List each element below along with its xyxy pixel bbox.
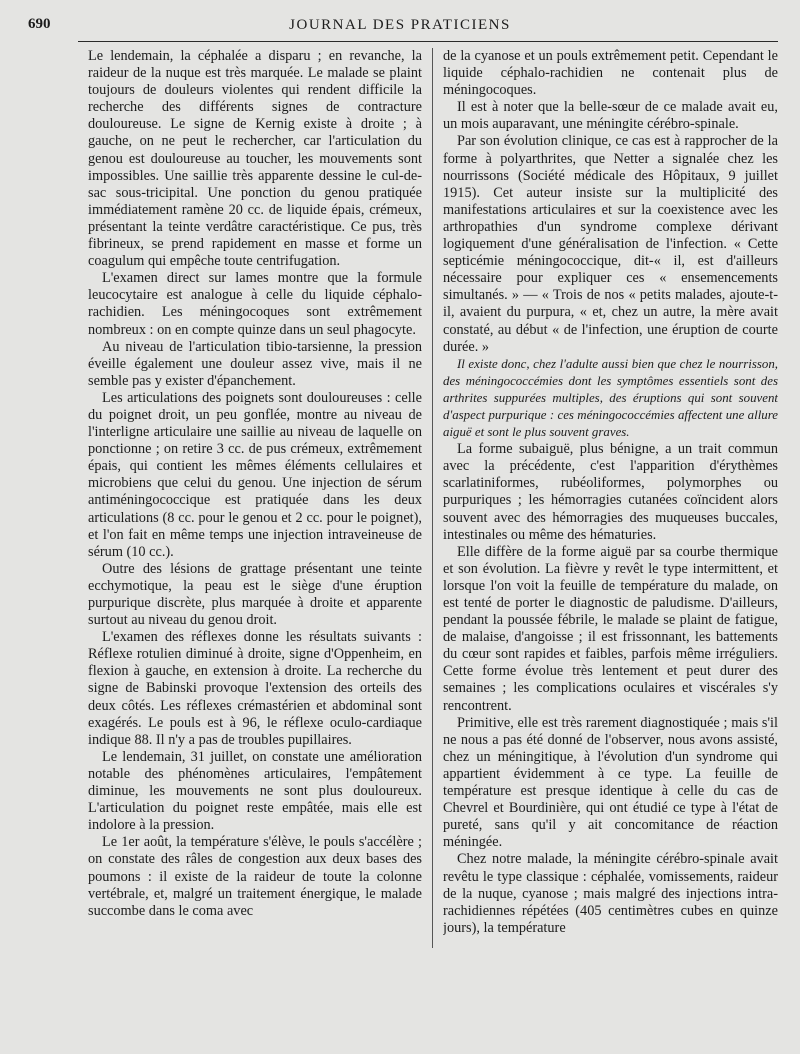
paragraph: Le lendemain, la céphalée a disparu ; en revanche, la raideur de la nuque est très marquée. Le malade se plaint toujours de douleurs violentes qui rendent difficile la recherche des différents signes de contracture douloureuse. Le signe de Kernig existe à droite ; à gauche, on ne peut le rechercher, car l'articulation du genou est douloureuse au toucher, les mouvements sont impossibles. Une saillie très apparente dessine le cul-de-sac sous-tricipital. Une ponction du genou pratiquée immédiatement ramène 20 cc. de liquide épais, crémeux, présentant la teinte verdâtre caractéristique. Ce pus, très fibrineux, se prend rapidement en masse et forme un coagulum qui empêche toute centrifugation. bbox=[88, 48, 422, 270]
paragraph: de la cyanose et un pouls extrêmement petit. Cependant le liquide céphalo-rachidien ne contenait plus de méningocoques. bbox=[443, 48, 778, 99]
paragraph: Primitive, elle est très rarement diagnostiquée ; mais s'il ne nous a pas été donné de l'observer, nous avons assisté, chez un méningitique, à l'évolution d'un syndrome qui appartient évidemment à ce type. La feuille de température est presque identique à celle du cas de Chevrel et Bourdinière, qui ont étudié ce type à l'état de pureté, sans qu'il y ait concomitance de réaction méningée. bbox=[443, 714, 778, 851]
paragraph: Le 1er août, la température s'élève, le pouls s'accélère ; on constate des râles de congestion aux deux bases des poumons : il existe de la raideur de toute la colonne vertébrale, et, malgré un traitement énergique, le malade succombe dans le coma avec bbox=[88, 834, 422, 919]
paragraph: L'examen direct sur lames montre que la formule leucocytaire est analogue à celle du liquide céphalo-rachidien. Les méningocoques sont extrêmement nombreux : on en compte quinze dans un seul phagocyte. bbox=[88, 270, 422, 338]
header-rule bbox=[78, 41, 778, 42]
paragraph: Il est à noter que la belle-sœur de ce malade avait eu, un mois auparavant, une méningite cérébro-spinale. bbox=[443, 99, 778, 133]
page-number: 690 bbox=[28, 16, 51, 32]
italic-text: Il existe donc, chez l'adulte aussi bien que chez le nourrisson, des méningococcémies dont les symptômes essentiels sont des arthrites suppurées multiples, des éruptions qui sont souvent d'aspect purpurique : ces méningococcémies affectent une allure aiguë et sont le plus souvent graves. bbox=[443, 356, 778, 440]
right-column bbox=[443, 48, 778, 1048]
paragraph: Elle diffère de la forme aiguë par sa courbe thermique et son évolution. La fièvre y revêt le type intermittent, et lorsque l'on voit la feuille de température du malade, on est tenté de porter le diagnostic de paludisme. D'ailleurs, pendant la poussée fébrile, le malade se plaint de fatigue, de malaise, d'angoisse ; il est frissonnant, les battements du cœur sont rapides et faibles, parfois même irréguliers. Cette forme évolue très lentement et peut durer des semaines ; les complications oculaires et viscérales s'y rencontrent. bbox=[443, 543, 778, 714]
italic-paragraph bbox=[443, 356, 778, 441]
paragraph: Les articulations des poignets sont douloureuses : celle du poignet droit, un peu gonflée, montre au niveau de l'interligne articulaire une saillie au niveau de laquelle on ponctionne ; on retire 3 cc. de pus crémeux, extrêmement épais, qui contient les mêmes éléments cellulaires et microbiens que celui du genou. Une injection de sérum antiméningococcique est pratiquée dans les deux articulations (8 cc. pour le genou et 2 cc. pour le poignet), et l'on fait en même temps une injection intraveineuse de sérum (10 cc.). bbox=[88, 389, 422, 560]
paragraph: La forme subaiguë, plus bénigne, a un trait commun avec la précédente, c'est l'apparition d'érythèmes scarlatiniformes, rubéoliformes, polymorphes ou purpuriques ; les hémorragies cutanées coïncident alors souvent avec des hémorragies des muqueuses buccales, intestinales ou même des hématuries. bbox=[443, 441, 778, 543]
column-divider bbox=[432, 48, 433, 948]
paragraph: Outre des lésions de grattage présentant une teinte ecchymotique, la peau est le siège d'une éruption purpurique discrète, plus marquée à droite et apparente surtout au niveau du genou droit. bbox=[88, 560, 422, 629]
paragraph: Par son évolution clinique, ce cas est à rapprocher de la forme à polyarthrites, que Netter a signalée chez les nourrissons (Société médicale des Hôpitaux, 9 juillet 1915). Cet auteur insiste sur la multiplicité des manifestations articulaires et sur la coexistence avec les arthropathies d'un syndrome complexe dérivant logiquement d'une généralisation de l'infection. « Cette septicémie méningococcique, dit-« il, est d'ailleurs nécessaire pour expliquer ces « ensemencements simultanés. » — « Trois de nos « petits malades, ajoute-t-il, avaient du purpura, « et, chez un autre, la mère avait constaté, au début « de l'infection, une éruption de courte durée. » bbox=[443, 133, 778, 355]
page-header bbox=[0, 0, 800, 44]
paragraph: Chez notre malade, la méningite cérébro-spinale avait revêtu le type classique : céphalée, vomissements, raideur de la nuque, cyanose ; mais malgré des injections intra-rachidiennes répétées (405 centimètres cubes en quinze jours), la température bbox=[443, 851, 778, 936]
paragraph: L'examen des réflexes donne les résultats suivants : Réflexe rotulien diminué à droite, signe d'Oppenheim, en flexion à gauche, en extension à droite. La recherche du signe de Babinski provoque l'extension des orteils des deux côtés. Les réflexes crémastérien et abdominal sont exagérés. Le pouls est à 96, le réflexe oculo-cardiaque indique 88. Il n'y a pas de troubles pupillaires. bbox=[88, 629, 422, 748]
paragraph: Au niveau de l'articulation tibio-tarsienne, la pression éveille également une douleur assez vive, mais il ne semble pas y exister d'épanchement. bbox=[88, 338, 422, 389]
left-column bbox=[88, 48, 422, 1048]
paragraph: Le lendemain, 31 juillet, on constate une amélioration notable des phénomènes articulaires, l'empâtement diminue, les mouvements ne sont plus douloureux. L'articulation du poignet reste empâtée, mais elle est indolore à la pression. bbox=[88, 748, 422, 834]
running-title: JOURNAL DES PRATICIENS bbox=[289, 17, 511, 33]
